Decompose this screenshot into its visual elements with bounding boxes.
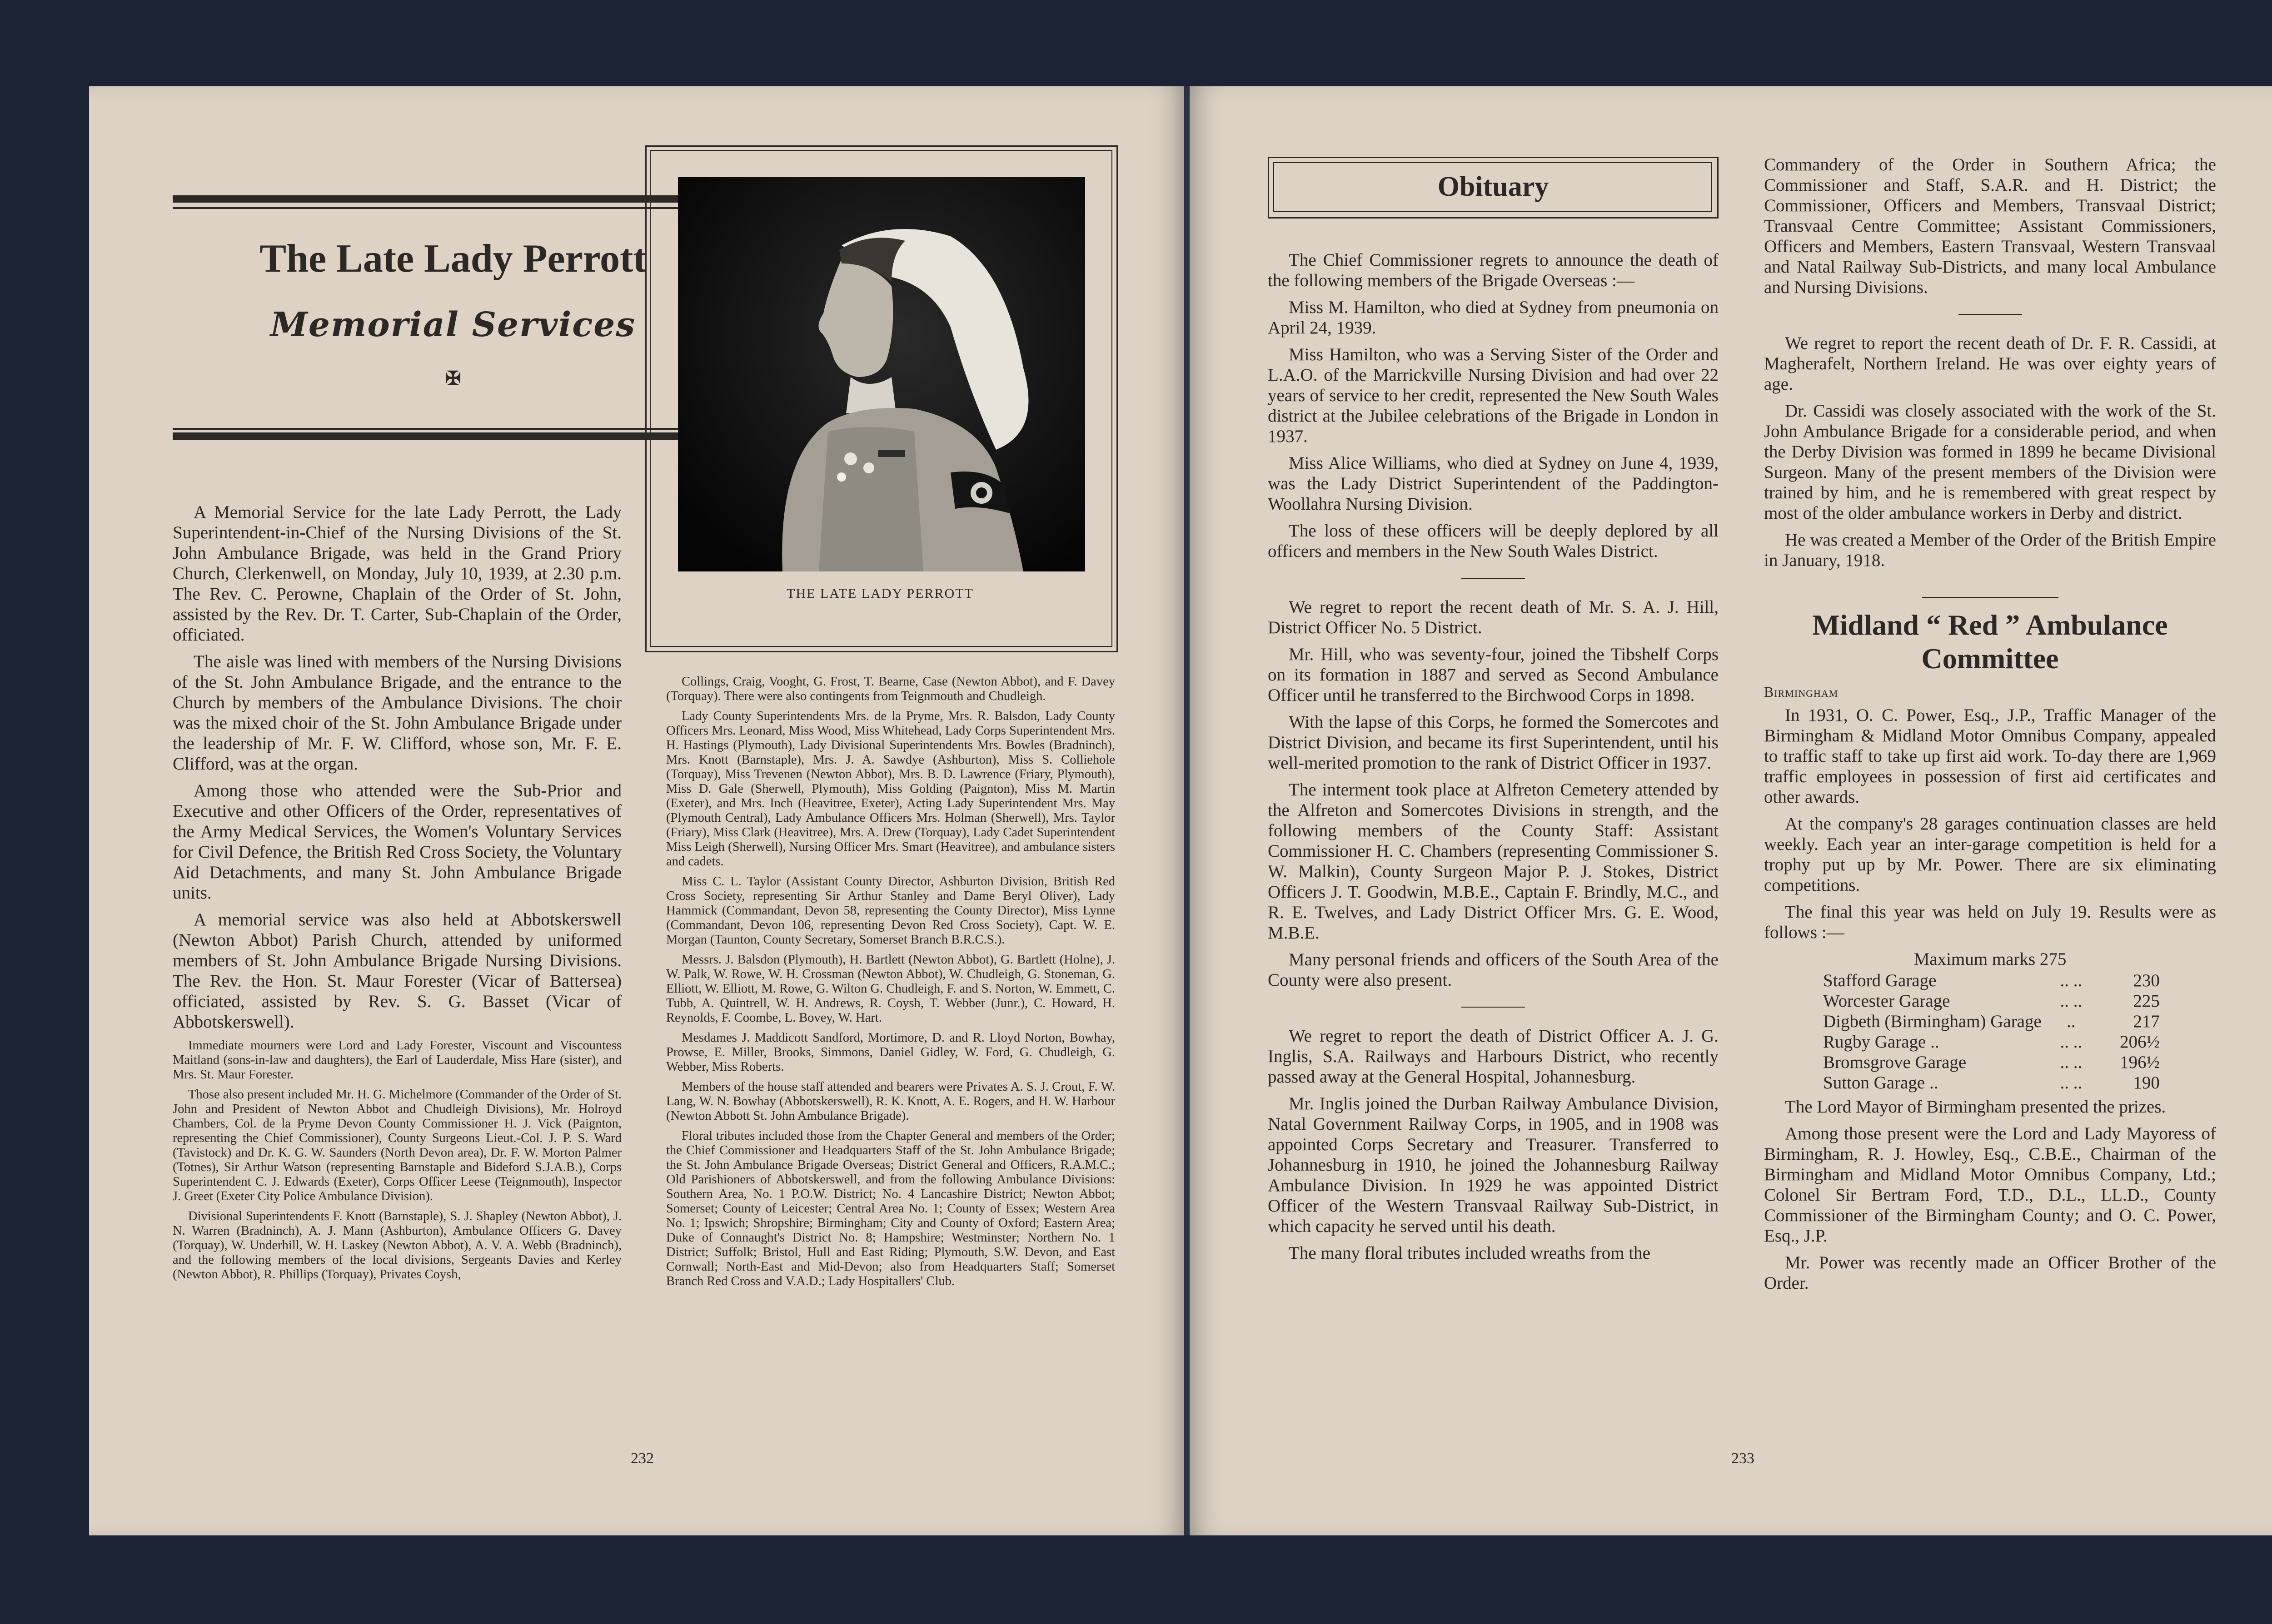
attendee-paragraph: Divisional Superintendents F. Knott (Barnstaple), S. J. Shapley (Newton Abbot), J. N. Warren (Bradninch), A. J. Mann (Ashburton), Ambulance Officers G. Davey (Torquay), W. Underhill, W. H. Laskey (Newton Abbot), A. V. A. Webb (Bradninch), and the following members of the local divisions, Sergeants Davies and Kerley (Newton Abbot), R. Phillips (Torquay), Privates Coysh, — [173, 1209, 622, 1281]
portrait-photo — [678, 177, 1085, 571]
portrait-illustration — [678, 177, 1085, 571]
midland-rule — [1922, 597, 2058, 598]
article-paragraph: A memorial service was also held at Abbotskerswell (Newton Abbot) Parish Church, attended by uniformed members of St. John Ambulance Brigade Nursing Divisions. The Rev. the Hon. St. Maur Forester (Vicar of Battersea) officiated, assisted by Rev. S. G. Basset (Vicar of Abbotskerswell). — [173, 910, 622, 1032]
midland-paragraph: At the company's 28 garages continuation classes are held weekly. Each year an inter-garage competition is held for a trophy put up by Mr. Power. There are six eliminating competitions. — [1764, 814, 2216, 895]
article-paragraph: Among those who attended were the Sub-Prior and Executive and other Officers of the Order, representatives of the Army Medical Services, the Women's Voluntary Services for Civil Defence, the British Red Cross Society, the Voluntary Aid Detachments, and many St. John Ambulance Brigade units. — [173, 781, 622, 903]
garage-score: 196½ — [2120, 1053, 2160, 1072]
results-row — [1823, 1073, 2160, 1093]
results-row — [1823, 1011, 2160, 1032]
garage-name: Digbeth (Birmingham) Garage — [1823, 1012, 2042, 1031]
section-separator — [1461, 1007, 1525, 1008]
obituary-paragraph: The interment took place at Alfreton Cemetery attended by the Alfreton and Somercotes Divisions in strength, and the following members of the County Staff: Assistant Commissioner H. C. Chambers (representing Commissioner S. W. Malkin), County Surgeon Major P. J. Stokes, District Officers J. T. Goodwin, M.B.E., Captain F. Brindly, M.C., and R. E. Twelves, and Lady District Officer Mrs. G. E. Wood, M.B.E. — [1268, 780, 1719, 943]
obituary-paragraph: Mr. Inglis joined the Durban Railway Ambulance Division, Natal Government Railway Corps, in 1905, and in 1908 was appointed Corps Secretary and Treasurer. Transferred to Johannesburg in 1910, he joined the Johannesburg Railway Ambulance Division. In 1929 he was appointed District Officer of the Western Transvaal Railway Sub-District, in which capacity he served until his death. — [1268, 1094, 1719, 1236]
midland-title-line2: Committee — [1921, 642, 2059, 675]
article-paragraph: A Memorial Service for the late Lady Perrott, the Lady Superintendent-in-Chief of the Nursing Divisions of the St. John Ambulance Brigade, was held in the Grand Priory Church, Clerkenwell, on Monday, July 10, 1939, at 2.30 p.m. The Rev. C. Perowne, Chaplain of the Order of St. John, assisted by the Rev. Dr. T. Carter, Sub-Chaplain of the Order, officiated. — [173, 502, 622, 645]
obituary-paragraph: With the lapse of this Corps, he formed the Somercotes and District Division, and became its first Superintendent, until his well-merited promotion to the rank of District Officer in 1937. — [1268, 712, 1719, 773]
leader-dots: .. .. — [2060, 971, 2083, 990]
midland-title — [1764, 608, 2216, 675]
left-main-column — [173, 502, 622, 1287]
left-page — [89, 86, 1184, 1535]
obituary-paragraph: Miss M. Hamilton, who died at Sydney from pneumonia on April 24, 1939. — [1268, 298, 1719, 338]
obituary-paragraph: We regret to report the recent death of Dr. F. R. Cassidi, at Magherafelt, Northern Ireland. He was over eighty years of age. — [1764, 333, 2216, 394]
obituary-paragraph: Many personal friends and officers of the South Area of the County were also present. — [1268, 950, 1719, 990]
attendee-paragraph: Immediate mourners were Lord and Lady Forester, Viscount and Viscountess Maitland (sons-in-law and daughters), the Earl of Lauderdale, Miss Hare (sister), and Mrs. St. Maur Forester. — [173, 1038, 622, 1082]
obituary-paragraph: Miss Hamilton, who was a Serving Sister of the Order and L.A.O. of the Marrickville Nursing Division and had over 22 years of service to her credit, represented the New South Wales district at the Jubilee celebrations of the Brigade in London in 1937. — [1268, 345, 1719, 446]
midland-paragraph: The final this year was held on July 19. Results were as follows :— — [1764, 902, 2216, 942]
right-page — [1190, 86, 2272, 1535]
attendee-paragraph: Members of the house staff attended and bearers were Privates A. S. J. Crout, F. W. Lang, W. N. Bowhay (Abbotskerswell), R. K. Knott, A. E. Rogers, and H. W. Harbour (Newton Abbott St. John Ambulance Brigade). — [666, 1080, 1115, 1123]
obituary-paragraph: Miss Alice Williams, who died at Sydney on June 4, 1939, was the Lady District Superintendent of the Paddington-Woollahra Nursing Division. — [1268, 453, 1719, 514]
page-number-left: 232 — [631, 1450, 654, 1467]
article-paragraph: The aisle was lined with members of the Nursing Divisions of the St. John Ambulance Brigade, and the entrance to the Church by members of the Ambulance Divisions. The choir was the mixed choir of the St. John Ambulance Brigade under the leadership of Mr. F. W. Clifford, whose son, Mr. F. E. Clifford, was at the organ. — [173, 652, 622, 774]
article-title: The Late Lady Perrott — [259, 237, 647, 281]
attendee-paragraph: Messrs. J. Balsdon (Plymouth), H. Bartlett (Newton Abbot), G. Bartlett (Holne), J. W. Palk, W. Rowe, W. H. Crossman (Newton Abbot), W. Chudleigh, G. Stoneman, G. Elliott, W. Elliott, M. Rowe, G. Wilton G. Chudleigh, F. and S. Norton, W. Emmett, C. Tubb, A. Quintrell, W. H. Andrews, R. Coysh, T. Webber (Junr.), C. Howard, H. Reynolds, F. Coombe, L. Bovey, W. Hart. — [666, 953, 1115, 1025]
obituary-paragraph: Commandery of the Order in Southern Africa; the Commissioner and Staff, S.A.R. and H. District; the Commissioner, Officers and Members, Transvaal District; Transvaal Centre Committee; Assistant Commissioners, Officers and Members, Eastern Transvaal, Western Transvaal and Natal Railway Sub-Districts, and many local Ambulance and Nursing Divisions. — [1764, 155, 2216, 297]
midland-paragraph: The Lord Mayor of Birmingham presented the prizes. — [1785, 1097, 2166, 1117]
article-subtitle: Memorial Services — [270, 305, 636, 344]
attendee-paragraph: Mesdames J. Maddicott Sandford, Mortimore, D. and R. Lloyd Norton, Bowhay, Prowse, E. Miller, Brooks, Simmons, Daniel Gidley, W. Ford, G. Chudleigh, G. Webber, Miss Roberts. — [666, 1031, 1115, 1074]
obituary-paragraph: The many floral tributes included wreaths from the — [1289, 1243, 1650, 1263]
results-table — [1823, 970, 2160, 1093]
section-separator — [1461, 578, 1525, 579]
midland-location: Birmingham — [1764, 684, 1839, 700]
leader-dots: .. — [2067, 1012, 2076, 1031]
midland-title-line1: Midland “ Red ” Ambulance — [1812, 609, 2168, 641]
photo-caption: THE LATE LADY PERROTT — [787, 586, 974, 601]
midland-paragraph: In 1931, O. C. Power, Esq., J.P., Traffic Manager of the Birmingham & Midland Motor Omnibus Company, appealed to traffic staff to take up first aid work. To-day there are 1,969 traffic employees in possession of first aid certificates and other awards. — [1764, 705, 2216, 807]
garage-name: Rugby Garage .. — [1823, 1032, 1939, 1052]
marks-heading: Maximum marks 275 — [1913, 949, 2067, 969]
results-row — [1823, 1032, 2160, 1052]
garage-name: Sutton Garage .. — [1823, 1073, 1938, 1093]
garage-score: 217 — [2133, 1012, 2160, 1031]
attendee-paragraph: Floral tributes included those from the Chapter General and members of the Order; the Chief Commissioner and Headquarters Staff of the St. John Ambulance Brigade; the St. John Ambulance Brigade Overseas; District General and Officers, R.A.M.C.; Old Parishioners of Abbotskerswell, and from the following Ambulance Divisions: Southern Area, No. 1 P.O.W. District; No. 4 Lancashire District; Newton Abbot; Somerset; County of Leicester; Central Area No. 1; County of Essex; Western Area No. 1; Ipswich; Shropshire; Birmingham; City and County of Oxford; Eastern Area; Duke of Connaught's District No. 8; Hampshire; Westminster; Northern No. 1 District; Suffolk; Bristol, Hull and East Riding; Plymouth, S.W. Devon, and East Cornwall; North-East and Mid-Devon; also from Headquarters Staff; Somerset Branch Red Cross and V.A.D.; Lady Hospitallers' Club. — [666, 1129, 1115, 1288]
garage-score: 230 — [2133, 971, 2160, 990]
results-row — [1823, 970, 2160, 991]
attendee-paragraph: Those also present included Mr. H. G. Michelmore (Commander of the Order of St. John and President of Newton Abbot and Chudleigh Divisions), Mr. Holroyd Chambers, Col. de la Pryme Devon County Commissioner H. J. Vick (Paignton, representing the Chief Commissioner), County Surgeons Lieut.-Col. J. P. S. Ward (Tavistock) and Dr. K. G. W. Saunders (North Devon area), Dr. F. W. Morton Palmer (Totnes), Sir Arthur Watson (representing Barnstaple and Bideford S.J.A.B.), Corps Superintendent C. J. Edwards (Exeter), Corps Officer Leese (Teignmouth), Inspector J. Greet (Exeter City Police Ambulance Division). — [173, 1088, 622, 1203]
obituary-paragraph: Mr. Hill, who was seventy-four, joined the Tibshelf Corps on its formation in 1887 and served as Second Ambulance Officer until he transferred to the Birchwood Corps in 1898. — [1268, 645, 1719, 705]
obituary-column-1 — [1268, 250, 1719, 1270]
section-separator — [1958, 314, 2022, 315]
obituary-paragraph: The loss of these officers will be deeply deplored by all officers and members in the New South Wales District. — [1268, 521, 1719, 561]
obituary-paragraph: The Chief Commissioner regrets to announce the death of the following members of the Brigade Overseas :— — [1268, 250, 1719, 290]
leader-dots: .. .. — [2060, 991, 2083, 1011]
midland-paragraph: Among those present were the Lord and Lady Mayoress of Birmingham, R. J. Howley, Esq., C.B.E., Chairman of the Birmingham and Midland Motor Omnibus Company, Ltd.; Colonel Sir Bertram Ford, T.D., D.L., LL.D., County Commissioner of the Birmingham County; and O. C. Power, Esq., J.P. — [1764, 1124, 2216, 1246]
obituary-paragraph: He was created a Member of the Order of the British Empire in January, 1918. — [1764, 530, 2216, 570]
leader-dots: .. .. — [2060, 1053, 2083, 1072]
garage-score: 225 — [2133, 991, 2160, 1011]
leader-dots: .. .. — [2060, 1073, 2083, 1093]
attendee-paragraph: Collings, Craig, Vooght, G. Frost, T. Bearne, Case (Newton Abbot), and F. Davey (Torquay). There were also contingents from Teignmouth and Chudleigh. — [666, 675, 1115, 703]
attendee-paragraph: Lady County Superintendents Mrs. de la Pryme, Mrs. R. Balsdon, Lady County Officers Mrs. Leonard, Miss Wood, Miss Whitehead, Lady Corps Superintendent Mrs. H. Hastings (Plymouth), Lady Divisional Superintendents Mrs. Bowles (Bradninch), Mrs. Knott (Barnstaple), Mrs. J. A. Sawdye (Ashburton), Miss S. Colliehole (Torquay), Miss Trevenen (Newton Abbot), Mrs. B. D. Lawrence (Friary, Plymouth), Miss D. Gale (Sherwell, Plymouth), Miss Golding (Paignton), Miss M. Martin (Exeter), and Mrs. Inch (Heavitree, Exeter), Acting Lady Superintendent Mrs. May (Plymouth Central), Lady Ambulance Officers Mrs. Holman (Sherwell), Mrs. Taylor (Friary), Miss Clark (Heavitree), Mrs. A. Drew (Torquay), Lady Cadet Superintendent Miss Leigh (Sherwell), Nursing Officer Mrs. Smart (Heavitree), and ambulance sisters and cadets. — [666, 709, 1115, 869]
results-row — [1823, 991, 2160, 1011]
attendee-paragraph: Miss C. L. Taylor (Assistant County Director, Ashburton Division, British Red Cross Society, representing Sir Arthur Stanley and Dame Beryl Oliver), Lady Hammick (Commandant, Devon 58, representing the County Director), Miss Lynne (Commandant, Devon 106, representing Devon Red Cross Society), Capt. W. E. Morgan (Taunton, County Secretary, Somerset Branch B.R.C.S.). — [666, 874, 1115, 947]
left-second-column — [666, 675, 1115, 1294]
obituary-paragraph: Dr. Cassidi was closely associated with the work of the St. John Ambulance Brigade for a considerable period, and when the Derby Division was formed in 1899 he became Divisional Surgeon. Many of the present members of the Division were trained by him, and he is remembered with great respect by most of the older ambulance workers in Derby and district. — [1764, 401, 2216, 523]
garage-name: Worcester Garage — [1823, 991, 1950, 1011]
obituary-title: Obituary — [1437, 171, 1549, 202]
garage-score: 206½ — [2120, 1032, 2160, 1052]
midland-paragraph: Mr. Power was recently made an Officer Brother of the Order. — [1764, 1253, 2216, 1293]
page-number-right: 233 — [1731, 1450, 1754, 1467]
results-row — [1823, 1052, 2160, 1073]
leader-dots: .. .. — [2060, 1032, 2083, 1052]
garage-name: Bromsgrove Garage — [1823, 1053, 1967, 1072]
cross-ornament: ✠ — [445, 368, 461, 389]
garage-score: 190 — [2133, 1073, 2160, 1093]
obituary-paragraph: We regret to report the death of District Officer A. J. G. Inglis, S.A. Railways and Harbours District, who recently passed away at the General Hospital, Johannesburg. — [1268, 1026, 1719, 1087]
garage-name: Stafford Garage — [1823, 971, 1937, 990]
obituary-column-2 — [1764, 154, 2216, 1300]
obituary-paragraph: We regret to report the recent death of Mr. S. A. J. Hill, District Officer No. 5 District. — [1268, 597, 1719, 637]
